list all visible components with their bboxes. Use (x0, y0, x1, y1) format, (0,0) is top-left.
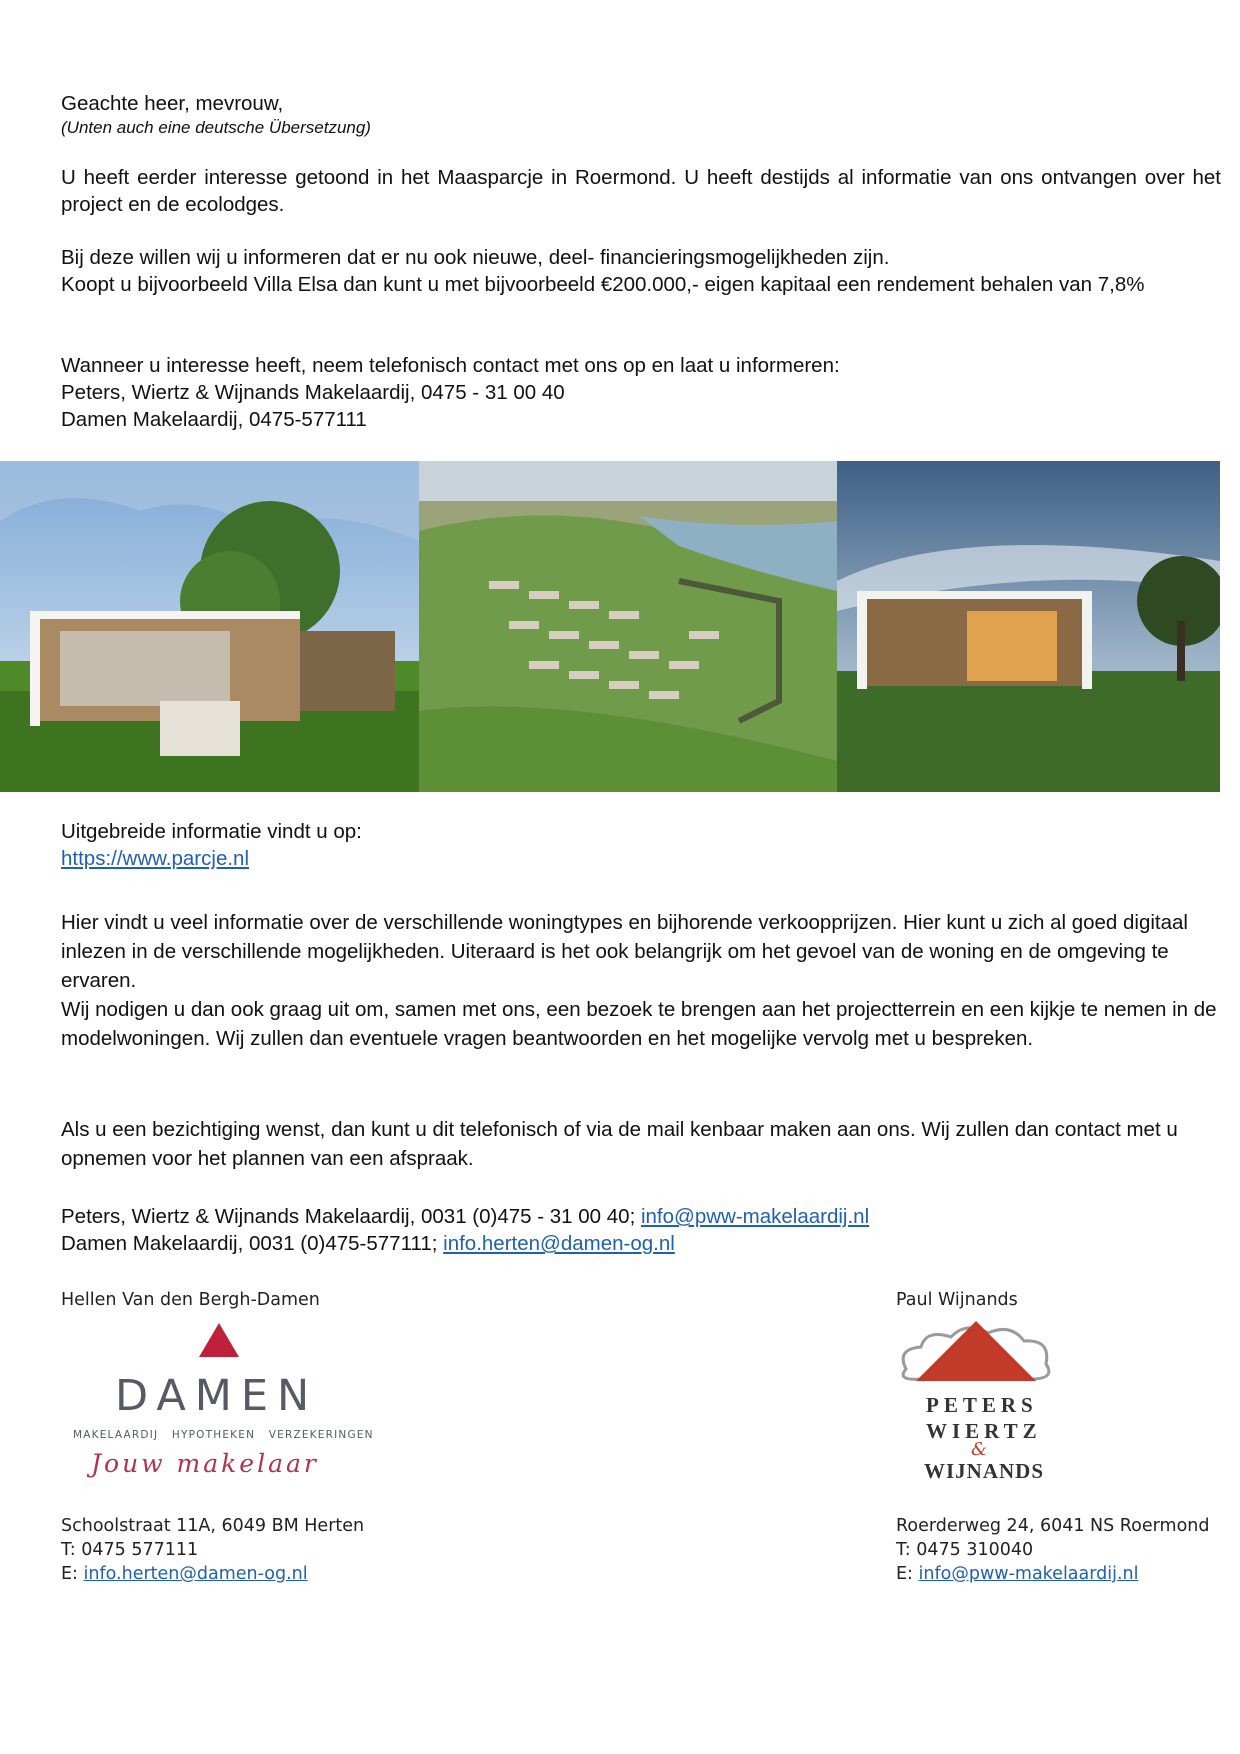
contact-intro-damen: Damen Makelaardij, 0475-577111 (61, 408, 367, 431)
damen-logo-word: DAMEN (115, 1371, 319, 1421)
contact-pww-text: Peters, Wiertz & Wijnands Makelaardij, 0031 (0)475 - 31 00 40; (61, 1205, 641, 1228)
contact-intro-pww: Peters, Wiertz & Wijnands Makelaardij, 0475 - 31 00 40 (61, 381, 565, 404)
pww-logo-ampersand: & (971, 1439, 988, 1460)
signature-right (896, 1289, 1226, 1586)
signature-left-email-link[interactable]: info.herten@damen-og.nl (83, 1564, 308, 1584)
ecolodge-photo-icon (0, 461, 419, 792)
signature-right-phone: T: 0475 310040 (896, 1540, 1034, 1560)
invitation-text: Wij nodigen u dan ook graag uit om, samen met ons, een bezoek te brengen aan het projectterrein en een kijkje te nemen in de modelwoningen. Wij zullen dan eventuele vragen beantwoorden en het mogelijke vervolg met u bespreken. (61, 998, 1217, 1050)
paragraph-interest: U heeft eerder interesse getoond in het Maasparcje in Roermond. U heeft destijds al informatie van ons ontvangen over het project en de ecolodges. (61, 166, 1221, 216)
contact-damen (61, 1230, 1221, 1257)
damen-logo (61, 1311, 441, 1496)
pww-logo-line3: WIJNANDS (924, 1459, 1045, 1483)
contact-pww (61, 1203, 1221, 1230)
lodge-sunset-photo-icon (837, 461, 1220, 792)
paragraph-details (61, 908, 1221, 1053)
signature-right-address: Roerderweg 24, 6041 NS Roermond (896, 1516, 1210, 1536)
contact-damen-text: Damen Makelaardij, 0031 (0)475-577111; (61, 1232, 444, 1255)
signature-left-address: Schoolstraat 11A, 6049 BM Herten (61, 1516, 365, 1536)
signature-right-email-line (896, 1562, 1226, 1586)
signature-left-phone: T: 0475 577111 (61, 1540, 199, 1560)
parcje-website-link[interactable]: https://www.parcje.nl (61, 847, 249, 870)
damen-logo-script: Jouw makelaar (91, 1449, 319, 1478)
aerial-park-photo-icon (419, 461, 837, 792)
financing-example: Koopt u bijvoorbeeld Villa Elsa dan kunt u met bijvoorbeeld €200.000,- eigen kapitaal een rendement behalen van 7,8% (61, 273, 1145, 296)
salutation-block (61, 90, 1221, 139)
pww-email-link[interactable]: info@pww-makelaardij.nl (640, 1205, 870, 1228)
paragraph-viewing: Als u een bezichtiging wenst, dan kunt u dit telefonisch of via de mail kenbaar maken aan ons. Wij zullen dan contact met u opnemen voor het plannen van een afspraak. (61, 1118, 1178, 1170)
signature-left-name: Hellen Van den Bergh-Damen (61, 1290, 320, 1310)
translation-note: (Unten auch eine deutsche Übersetzung) (61, 118, 371, 137)
contact-intro-line: Wanneer u interesse heeft, neem telefonisch contact met ons op en laat u informeren: (61, 354, 840, 377)
signature-left-email-line (61, 1562, 441, 1586)
signature-left-email-label: E: (61, 1564, 84, 1584)
contact-block (61, 1203, 1221, 1257)
pww-logo-line2: WIERTZ (926, 1419, 1042, 1443)
signature-right-email-label: E: (896, 1564, 919, 1584)
damen-logo-sub: MAKELAARDIJ HYPOTHEKEN VERZEKERINGEN (73, 1429, 374, 1441)
financing-line: Bij deze willen wij u informeren dat er nu ook nieuwe, deel- financieringsmogelijkheden zijn. (61, 246, 890, 269)
triangle-logo-icon (199, 1323, 239, 1357)
info-block (61, 818, 1221, 872)
pww-logo-line1: PETERS (926, 1393, 1038, 1417)
info-intro: Uitgebreide informatie vindt u op: (61, 820, 362, 843)
salutation: Geachte heer, mevrouw, (61, 92, 284, 115)
mountain-cloud-logo-icon (896, 1319, 1056, 1389)
signature-right-name: Paul Wijnands (896, 1290, 1018, 1310)
pww-logo (896, 1311, 1226, 1496)
details-text: Hier vindt u veel informatie over de verschillende woningtypes en bijhorende verkoopprijzen. Hier kunt u zich al goed digitaal inlezen in de verschillende mogelijkheden. Uiteraard is het ook belangrijk om het gevoel van de woning en de omgeving te ervaren. (61, 911, 1188, 992)
paragraph-financing (61, 244, 1221, 298)
photo-strip (0, 461, 1220, 792)
signature-right-email-link[interactable]: info@pww-makelaardij.nl (918, 1564, 1139, 1584)
damen-email-link[interactable]: info.herten@damen-og.nl (443, 1232, 675, 1255)
paragraph-contact-intro (61, 352, 1221, 433)
signature-left (61, 1289, 441, 1586)
